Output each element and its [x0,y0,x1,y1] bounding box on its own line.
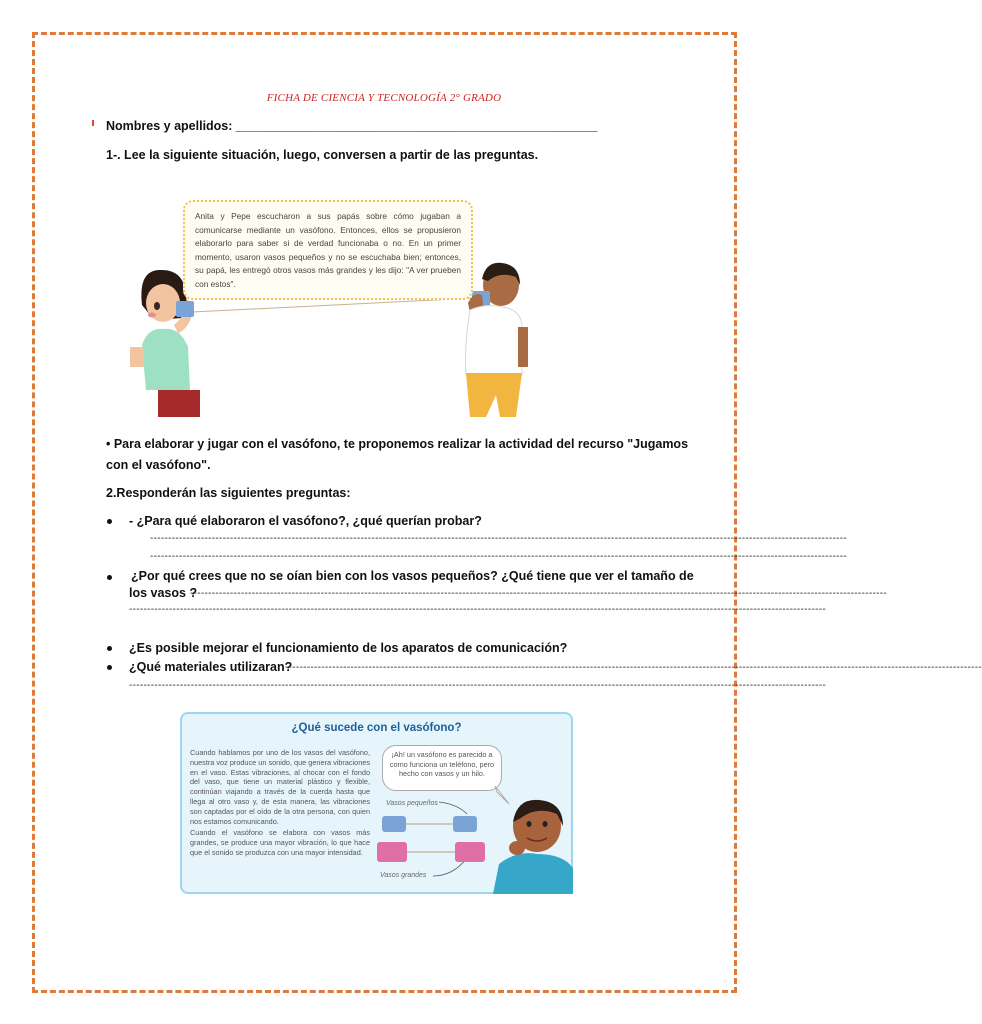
answer-line[interactable]: ------------------------------------------------------------------------------------------------------------------------------------------------------------------------------------------------ [150,551,847,562]
story-speech-box [183,200,473,300]
answer-line[interactable]: ------------------------------------------------------------------------------------------------------------------------------------------------------------------------------------------------ [129,680,826,691]
answer-line[interactable]: ------------------------------------------------------------------------------------------------------------------------------------------------------------------------------------------------ [129,604,826,615]
info-paragraph-1: Cuando hablamos por uno de los vasos del vasófono, nuestra voz produce un sonido, que genera vibraciones en el vaso. Estas vibraciones, al chocar con el fondo del vaso, que tiene un material plástico y flexible, continúan viajando a través de la cuerda hasta que llega al otro vaso y, de esta manera, las vibraciones son captadas por el oído de la otra persona, con quien nos estamos comunicando. [190,748,370,826]
question-2-line-1: ¿Por qué crees que no se oían bien con los vasos pequeños? ¿Qué tiene que ver el tamaño de [131,569,694,583]
info-box-title: ¿Qué sucede con el vasófono? [291,722,462,734]
story-text: Anita y Pepe escucharon a sus papás sobre cómo jugaban a comunicarse mediante un vasófono. Entonces, ellos se propusieron elaborarlo para saber si de verdad funcionaba o no. En un primer momento, usaron vasos pequeños y no se escuchaba bien; entonces, su papá, les entregó otros vasos más grandes y les dijo: "A ver prueben con estos". [195,211,461,289]
answer-line[interactable]: ------------------------------------------------------------------------------------------------------------------------------------------------------------------------------------------------ [150,533,847,544]
answer-line[interactable]: ------------------------------------------------------------------------------------------------------------------------------------------------------------------------------------------------ [190,588,887,599]
info-box-text [190,748,370,860]
section-2-heading: 2.Responderán las siguientes preguntas: [106,486,351,500]
label-small-cups: Vasos pequeños [386,800,438,807]
activity-line-1: • Para elaborar y jugar con el vasófono, te proponemos realizar la actividad del recurso "Jugamos [106,437,689,451]
vasofono-info-box [180,712,573,894]
bullet [107,575,112,580]
bubble-text: ¡Ah! un vasófono es parecido a como funciona un teléfono, pero hecho con vasos y un hilo. [389,750,495,779]
activity-line-2: con el vasófono". [106,458,211,472]
instruction-1: 1-. Lee la siguiente situación, luego, conversen a partir de las preguntas. [106,148,539,162]
question-3: ¿Es posible mejorar el funcionamiento de los aparatos de comunicación? [129,641,568,655]
margin-mark [92,120,94,126]
question-2-line-2: los vasos ? [129,586,198,600]
cups-and-boy-illustration [377,784,573,894]
boy-figure [466,263,529,417]
question-1: - ¿Para qué elaboraron el vasófono?, ¿qué querían probar? [129,514,482,528]
name-field-label: Nombres y apellidos: ____________________________________________________ [106,119,598,133]
bullet [107,519,112,524]
answer-line[interactable]: ------------------------------------------------------------------------------------------------------------------------------------------------------------------------------------------------ [285,662,982,673]
bullet [107,665,112,670]
worksheet-title: FICHA DE CIENCIA Y TECNOLOGÍA 2° GRADO [266,92,502,104]
info-paragraph-2: Cuando el vasófono se elabora con vasos más grandes, se produce una mayor vibración, lo que hace que el sonido se produzca con una mayor intensidad. [190,828,370,857]
question-4: ¿Qué materiales utilizaran? [129,660,293,674]
label-big-cups: Vasos grandes [380,872,427,879]
bullet [107,646,112,651]
